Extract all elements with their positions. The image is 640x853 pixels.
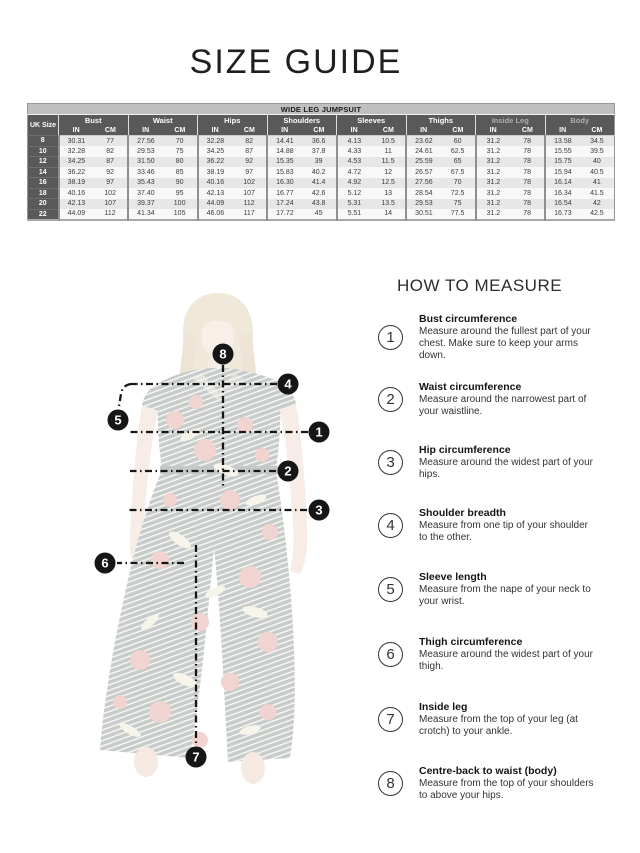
measurement-value: 85 <box>163 167 198 178</box>
size-value: 16 <box>28 178 59 189</box>
measurement-value: 32.28 <box>198 136 233 147</box>
measurement-value: 25.59 <box>406 157 441 168</box>
measurement-value: 39.37 <box>128 199 163 210</box>
measure-item-7 <box>378 701 618 738</box>
measurement-value: 15.94 <box>545 167 580 178</box>
measure-number: 6 <box>386 646 395 663</box>
unit-header-cm: CM <box>371 127 406 136</box>
measurement-value: 44.09 <box>59 209 94 220</box>
measurement-value: 30.51 <box>406 209 441 220</box>
measure-number: 4 <box>386 517 395 534</box>
measurement-value: 24.61 <box>406 146 441 157</box>
column-group-shoulders: Shoulders <box>267 115 337 127</box>
measurement-value: 78 <box>510 188 545 199</box>
measurement-value: 16.77 <box>267 188 302 199</box>
measure-text <box>419 444 597 481</box>
measurement-value: 34.25 <box>59 157 94 168</box>
unit-header-in: IN <box>198 127 233 136</box>
measurement-value: 67.5 <box>441 167 476 178</box>
measurement-value: 105 <box>163 209 198 220</box>
measurement-value: 40.16 <box>198 178 233 189</box>
measurement-value: 78 <box>510 136 545 147</box>
measurement-value: 11.5 <box>371 157 406 168</box>
unit-header-in: IN <box>406 127 441 136</box>
measure-title: Centre-back to waist (body) <box>419 765 557 777</box>
measure-number-circle <box>378 707 403 732</box>
measurement-value: 16.54 <box>545 199 580 210</box>
measurement-value: 38.19 <box>198 167 233 178</box>
measurement-value: 31.2 <box>476 199 511 210</box>
measure-description: Measure from the top of your leg (at crotch) to your ankle. <box>419 714 578 737</box>
svg-text:8: 8 <box>219 346 227 362</box>
table-product-title: WIDE LEG JUMPSUIT <box>28 104 615 115</box>
measurement-value: 80 <box>163 157 198 168</box>
size-value: 12 <box>28 157 59 168</box>
measurement-value: 65 <box>441 157 476 168</box>
measurement-value: 5.31 <box>337 199 372 210</box>
measurement-value: 60 <box>441 136 476 147</box>
measure-title: Thigh circumference <box>419 636 523 648</box>
measurement-value: 87 <box>232 146 267 157</box>
measurement-value: 107 <box>232 188 267 199</box>
measurement-value: 112 <box>93 209 128 220</box>
figure-callout-7 <box>186 747 207 768</box>
column-group-bust: Bust <box>59 115 129 127</box>
svg-text:4: 4 <box>284 376 292 392</box>
measurement-value: 15.83 <box>267 167 302 178</box>
measurement-value: 23.62 <box>406 136 441 147</box>
measurement-value: 117 <box>232 209 267 220</box>
measurement-value: 78 <box>510 146 545 157</box>
measurement-value: 14.88 <box>267 146 302 157</box>
measure-item-3 <box>378 444 618 481</box>
size-value: 14 <box>28 167 59 178</box>
measurement-value: 112 <box>232 199 267 210</box>
measurement-value: 41 <box>580 178 615 189</box>
measurement-value: 46.06 <box>198 209 233 220</box>
unit-header-in: IN <box>545 127 580 136</box>
sleeve-line <box>119 384 131 406</box>
measurement-value: 41.5 <box>580 188 615 199</box>
measurement-value: 5.12 <box>337 188 372 199</box>
measurement-value: 75 <box>441 199 476 210</box>
measurement-value: 95 <box>163 188 198 199</box>
measurement-value: 29.53 <box>406 199 441 210</box>
measurement-value: 4.72 <box>337 167 372 178</box>
measurement-value: 78 <box>510 209 545 220</box>
measurement-value: 78 <box>510 178 545 189</box>
figure-callout-3 <box>309 500 330 521</box>
measurement-value: 31.2 <box>476 178 511 189</box>
measurement-value: 4.53 <box>337 157 372 168</box>
measure-title: Waist circumference <box>419 381 522 393</box>
svg-text:5: 5 <box>114 412 122 428</box>
measurement-value: 31.2 <box>476 146 511 157</box>
measure-number: 1 <box>386 329 395 346</box>
measurement-value: 11 <box>371 146 406 157</box>
column-group-hips: Hips <box>198 115 268 127</box>
size-value: 8 <box>28 136 59 147</box>
measure-item-4 <box>378 507 618 544</box>
measure-description: Measure around the narrowest part of your waistline. <box>419 394 587 417</box>
measurement-value: 36.22 <box>198 157 233 168</box>
measurement-value: 26.57 <box>406 167 441 178</box>
measurement-value: 36.22 <box>59 167 94 178</box>
unit-header-cm: CM <box>93 127 128 136</box>
measurement-value: 14.41 <box>267 136 302 147</box>
measurement-value: 14 <box>371 209 406 220</box>
measurement-value: 39.5 <box>580 146 615 157</box>
measurement-value: 16.34 <box>545 188 580 199</box>
figure-callout-2 <box>278 461 299 482</box>
unit-header-cm: CM <box>441 127 476 136</box>
measurement-value: 4.33 <box>337 146 372 157</box>
measurement-value: 31.2 <box>476 188 511 199</box>
measurement-value: 15.75 <box>545 157 580 168</box>
measurement-value: 31.2 <box>476 136 511 147</box>
measure-item-1 <box>378 313 618 362</box>
measurement-value: 34.5 <box>580 136 615 147</box>
column-group-body: Body <box>545 115 615 127</box>
measurement-value: 45 <box>302 209 337 220</box>
measure-title: Shoulder breadth <box>419 507 506 519</box>
figure-callout-4 <box>278 374 299 395</box>
measurement-value: 38.19 <box>59 178 94 189</box>
measurement-value: 90 <box>163 178 198 189</box>
measure-number-circle <box>378 577 403 602</box>
measurement-value: 31.2 <box>476 167 511 178</box>
measure-number-circle <box>378 325 403 350</box>
unit-header-in: IN <box>128 127 163 136</box>
measurement-value: 77.5 <box>441 209 476 220</box>
measurement-value: 40.2 <box>302 167 337 178</box>
measurement-value: 92 <box>93 167 128 178</box>
measurement-value: 39 <box>302 157 337 168</box>
measurement-value: 62.5 <box>441 146 476 157</box>
measure-description: Measure around the widest part of your thigh. <box>419 649 593 672</box>
measurement-value: 31.2 <box>476 209 511 220</box>
measurement-value: 36.6 <box>302 136 337 147</box>
measurement-value: 12 <box>371 167 406 178</box>
measure-title: Hip circumference <box>419 444 511 456</box>
measurement-value: 100 <box>163 199 198 210</box>
measurement-value: 29.53 <box>128 146 163 157</box>
measurement-value: 30.31 <box>59 136 94 147</box>
how-to-measure-panel <box>378 0 628 853</box>
measure-item-5 <box>378 571 618 608</box>
measurement-value: 97 <box>232 167 267 178</box>
model-figure <box>60 285 370 805</box>
measurement-value: 16.14 <box>545 178 580 189</box>
measure-text <box>419 701 597 738</box>
measurement-value: 75 <box>163 146 198 157</box>
measurement-value: 42.6 <box>302 188 337 199</box>
measurement-value: 28.54 <box>406 188 441 199</box>
measure-description: Measure around the widest part of your hips. <box>419 457 593 480</box>
model-photo <box>100 293 307 784</box>
size-column-header: UK Size <box>28 115 59 136</box>
unit-header-in: IN <box>337 127 372 136</box>
measurement-value: 4.92 <box>337 178 372 189</box>
column-group-thighs: Thighs <box>406 115 476 127</box>
unit-header-in: IN <box>59 127 94 136</box>
measure-text <box>419 381 597 418</box>
measurement-value: 43.8 <box>302 199 337 210</box>
measurement-value: 82 <box>232 136 267 147</box>
measure-description: Measure around the fullest part of your chest. Make sure to keep your arms down. <box>419 326 591 361</box>
measurement-value: 13.5 <box>371 199 406 210</box>
measurement-value: 78 <box>510 199 545 210</box>
measurement-value: 13 <box>371 188 406 199</box>
measurement-value: 27.56 <box>128 136 163 147</box>
measurement-value: 42.13 <box>59 199 94 210</box>
measurement-value: 42.13 <box>198 188 233 199</box>
page-title: SIZE GUIDE <box>189 43 403 81</box>
measurement-value: 40 <box>580 157 615 168</box>
unit-header-cm: CM <box>580 127 615 136</box>
measure-description: Measure from the nape of your neck to your wrist. <box>419 584 591 607</box>
measurement-value: 5.51 <box>337 209 372 220</box>
measurement-value: 42 <box>580 199 615 210</box>
measurement-value: 78 <box>510 167 545 178</box>
measurement-value: 17.72 <box>267 209 302 220</box>
measure-number: 2 <box>386 391 395 408</box>
measure-text <box>419 636 597 673</box>
size-value: 20 <box>28 199 59 210</box>
measurement-value: 102 <box>93 188 128 199</box>
measurement-value: 102 <box>232 178 267 189</box>
measure-text <box>419 765 597 802</box>
measurement-value: 31.2 <box>476 157 511 168</box>
measurement-value: 16.73 <box>545 209 580 220</box>
measure-item-2 <box>378 381 618 418</box>
svg-text:2: 2 <box>284 463 292 479</box>
measure-title: Bust circumference <box>419 313 518 325</box>
measure-item-8 <box>378 765 618 802</box>
measure-number: 5 <box>386 581 395 598</box>
measurement-value: 70 <box>163 136 198 147</box>
measure-number: 8 <box>386 775 395 792</box>
measurement-value: 37.40 <box>128 188 163 199</box>
size-value: 22 <box>28 209 59 220</box>
measure-description: Measure from one tip of your shoulder to the other. <box>419 520 588 543</box>
measurement-value: 40.5 <box>580 167 615 178</box>
unit-header-cm: CM <box>232 127 267 136</box>
measurement-value: 15.55 <box>545 146 580 157</box>
measurement-value: 70 <box>441 178 476 189</box>
measurement-value: 87 <box>93 157 128 168</box>
measure-text <box>419 313 597 362</box>
measurement-value: 27.56 <box>406 178 441 189</box>
how-to-measure-heading: HOW TO MEASURE <box>397 276 563 295</box>
measurement-value: 35.43 <box>128 178 163 189</box>
measurement-value: 82 <box>93 146 128 157</box>
column-group-inside-leg: Inside Leg <box>476 115 546 127</box>
measurement-value: 37.8 <box>302 146 337 157</box>
measurement-value: 92 <box>232 157 267 168</box>
measurement-value: 15.35 <box>267 157 302 168</box>
measure-text <box>419 571 597 608</box>
svg-text:1: 1 <box>315 424 323 440</box>
measurement-value: 34.25 <box>198 146 233 157</box>
measurement-value: 78 <box>510 157 545 168</box>
measurement-value: 77 <box>93 136 128 147</box>
measurement-value: 72.5 <box>441 188 476 199</box>
size-value: 10 <box>28 146 59 157</box>
measure-description: Measure from the top of your shoulders to above your hips. <box>419 778 594 801</box>
column-group-waist: Waist <box>128 115 198 127</box>
unit-header-in: IN <box>476 127 511 136</box>
figure-callout-5 <box>108 410 129 431</box>
measurement-value: 32.28 <box>59 146 94 157</box>
measure-number-circle <box>378 450 403 475</box>
measure-number: 7 <box>386 711 395 728</box>
unit-header-cm: CM <box>510 127 545 136</box>
measurement-value: 13.58 <box>545 136 580 147</box>
figure-callout-1 <box>309 422 330 443</box>
measurement-value: 40.16 <box>59 188 94 199</box>
measure-title: Sleeve length <box>419 571 487 583</box>
measurement-value: 31.50 <box>128 157 163 168</box>
svg-text:3: 3 <box>315 502 323 518</box>
svg-text:6: 6 <box>101 555 109 571</box>
measurement-value: 10.5 <box>371 136 406 147</box>
measure-item-6 <box>378 636 618 673</box>
measurement-value: 44.09 <box>198 199 233 210</box>
measurement-value: 12.5 <box>371 178 406 189</box>
measurement-value: 42.5 <box>580 209 615 220</box>
measurement-value: 4.13 <box>337 136 372 147</box>
measurement-value: 107 <box>93 199 128 210</box>
unit-header-cm: CM <box>163 127 198 136</box>
measure-number-circle <box>378 387 403 412</box>
measure-number: 3 <box>386 454 395 471</box>
unit-header-cm: CM <box>302 127 337 136</box>
size-value: 18 <box>28 188 59 199</box>
measurement-value: 16.30 <box>267 178 302 189</box>
svg-text:7: 7 <box>192 749 200 765</box>
measure-number-circle <box>378 513 403 538</box>
column-group-sleeves: Sleeves <box>337 115 407 127</box>
figure-callout-8 <box>213 344 234 365</box>
unit-header-in: IN <box>267 127 302 136</box>
measurement-value: 33.46 <box>128 167 163 178</box>
measurement-value: 41.34 <box>128 209 163 220</box>
measure-text <box>419 507 597 544</box>
measure-title: Inside leg <box>419 701 468 713</box>
measurement-value: 17.24 <box>267 199 302 210</box>
measure-number-circle <box>378 642 403 667</box>
measurement-value: 41.4 <box>302 178 337 189</box>
measurement-value: 97 <box>93 178 128 189</box>
measure-number-circle <box>378 771 403 796</box>
figure-callout-6 <box>95 553 116 574</box>
